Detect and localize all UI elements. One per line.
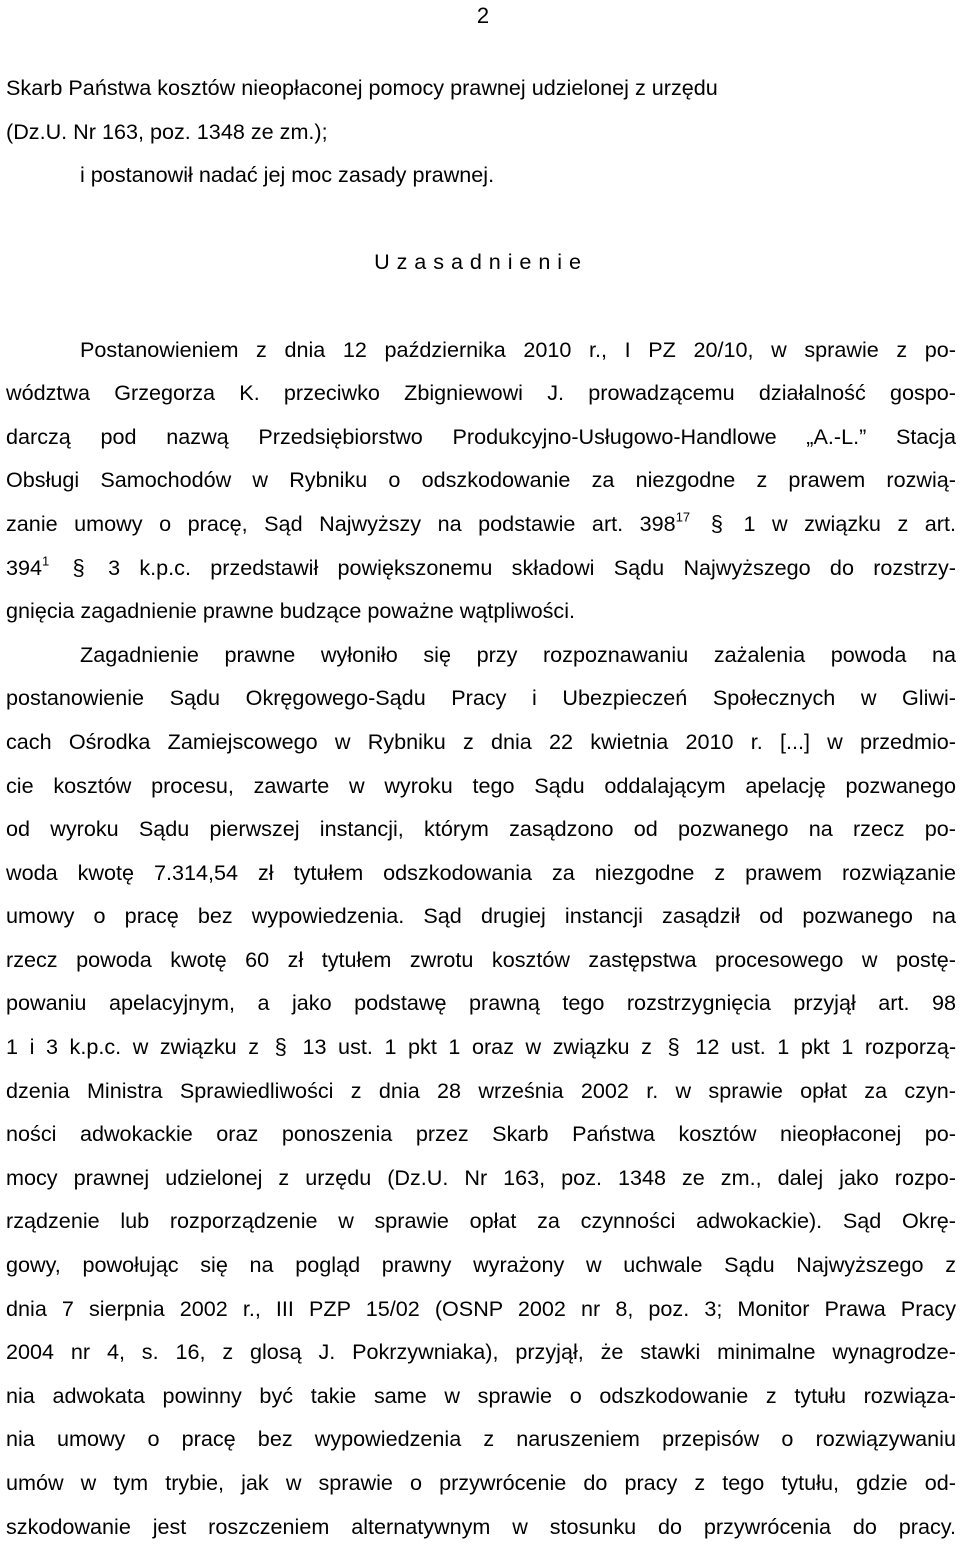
text-line: wództwa Grzegorza K. przeciwko Zbigniewowi J. prowadzącemu działalność gospo-	[6, 380, 956, 406]
text-fragment: 1 w związku z art.	[743, 510, 956, 536]
section-title-text: Uzasadnienie	[374, 249, 588, 275]
superscript: 17	[675, 509, 691, 525]
text-line: Zagadnienie prawne wyłoniło się przy rozpoznawaniu zażalenia powoda na	[80, 641, 956, 667]
intro-line: (Dz.U. Nr 163, poz. 1348 ze zm.);	[6, 118, 328, 144]
text-line: cach Ośrodka Zamiejscowego w Rybniku z dnia 22 kwietnia 2010 r. [...] w przedmio-	[6, 728, 956, 754]
text-line: dzenia Ministra Sprawiedliwości z dnia 28 września 2002 r. w sprawie opłat za czyn-	[6, 1077, 956, 1103]
text-line: nia umowy o pracę bez wypowiedzenia z naruszeniem przepisów o rozwiązywaniu	[6, 1426, 956, 1452]
text-line: mocy prawnej udzielonej z urzędu (Dz.U. Nr 163, poz. 1348 ze zm., dalej jako rozpo-	[6, 1164, 956, 1190]
section-title	[6, 240, 956, 284]
intro-block	[6, 66, 956, 197]
section-sign: §	[710, 510, 723, 536]
text-line: Obsługi Samochodów w Rybniku o odszkodowanie za niezgodne z prawem rozwią-	[6, 467, 956, 493]
text-line: gowy, powołując się na pogląd prawny wyrażony w uchwale Sądu Najwyższego z	[6, 1252, 956, 1278]
text-line	[6, 502, 956, 546]
spacer	[6, 197, 956, 241]
section-sign: §	[667, 1034, 680, 1060]
text-line: szkodowanie jest roszczeniem alternatywnym w stosunku do przywrócenia do pracy.	[6, 1513, 956, 1539]
text-line: umowy o pracę bez wypowiedzenia. Sąd drugiej instancji zasądził od pozwanego na	[6, 903, 956, 929]
paragraph-2	[6, 633, 956, 1548]
intro-line: Skarb Państwa kosztów nieopłaconej pomocy prawnej udzielonej z urzędu	[6, 75, 718, 100]
text-line: 2004 nr 4, s. 16, z glosą J. Pokrzywniaka), przyjął, że stawki minimalne wynagrodze-	[6, 1339, 956, 1365]
text-line	[6, 1025, 956, 1069]
text-fragment: zanie umowy o pracę, Sąd Najwyższy na podstawie art. 398	[6, 510, 676, 536]
text-line: ności adwokackie oraz ponoszenia przez Skarb Państwa kosztów nieopłaconej po-	[6, 1121, 956, 1147]
section-sign: §	[72, 554, 85, 580]
text-line: rzecz powoda kwotę 60 zł tytułem zwrotu kosztów zastępstwa procesowego w postę-	[6, 946, 956, 972]
text-fragment: 13 ust. 1 pkt 1 oraz w związku z	[302, 1034, 652, 1060]
text-line: od wyroku Sądu pierwszej instancji, którym zasądzono od pozwanego na rzecz po-	[6, 816, 956, 842]
text-line: cie kosztów procesu, zawarte w wyroku tego Sądu oddalającym apelację pozwanego	[6, 772, 956, 798]
spacer	[6, 284, 956, 328]
page-number: 2	[476, 3, 490, 28]
text-line: dnia 7 sierpnia 2002 r., III PZP 15/02 (OSNP 2002 nr 8, poz. 3; Monitor Prawa Pracy	[6, 1295, 956, 1321]
text-line: rządzenie lub rozporządzenie w sprawie opłat za czynności adwokackie). Sąd Okrę-	[6, 1208, 956, 1234]
text-line	[6, 546, 956, 590]
text-line: umów w tym trybie, jak w sprawie o przywrócenie do pracy z tego tytułu, gdzie od-	[6, 1470, 956, 1495]
text-line: woda kwotę 7.314,54 zł tytułem odszkodowania za niezgodne z prawem rozwiązanie	[6, 859, 956, 885]
text-line: powaniu apelacyjnym, a jako podstawę prawną tego rozstrzygnięcia przyjął art. 98	[6, 990, 956, 1016]
document-body	[6, 66, 956, 1548]
text-fragment: 3 k.p.c. przedstawił powiększonemu składowi Sądu Najwyższego do rozstrzy-	[108, 554, 956, 580]
text-line: gnięcia zagadnienie prawne budzące poważne wątpliwości.	[6, 598, 575, 624]
text-line: nia adwokata powinny być takie same w sprawie o odszkodowanie z tytułu rozwiąza-	[6, 1382, 956, 1408]
text-line: Postanowieniem z dnia 12 października 2010 r., I PZ 20/10, w sprawie z po-	[80, 336, 956, 362]
text-line: darczą pod nazwą Przedsiębiorstwo Produkcyjno-Usługowo-Handlowe „A.-L.” Stacja	[6, 423, 956, 449]
text-fragment: 12 ust. 1 pkt 1 rozporzą-	[695, 1034, 957, 1060]
superscript: 1	[42, 552, 50, 568]
paragraph-1	[6, 328, 956, 633]
text-fragment: 394	[6, 554, 43, 580]
text-line: postanowienie Sądu Okręgowego-Sądu Pracy i Ubezpieczeń Społecznych w Gliwi-	[6, 685, 956, 711]
text-fragment: 1 i 3 k.p.c. w związku z	[6, 1034, 260, 1060]
section-sign: §	[274, 1034, 287, 1060]
intro-line: i postanowił nadać jej moc zasady prawnej.	[80, 162, 495, 188]
